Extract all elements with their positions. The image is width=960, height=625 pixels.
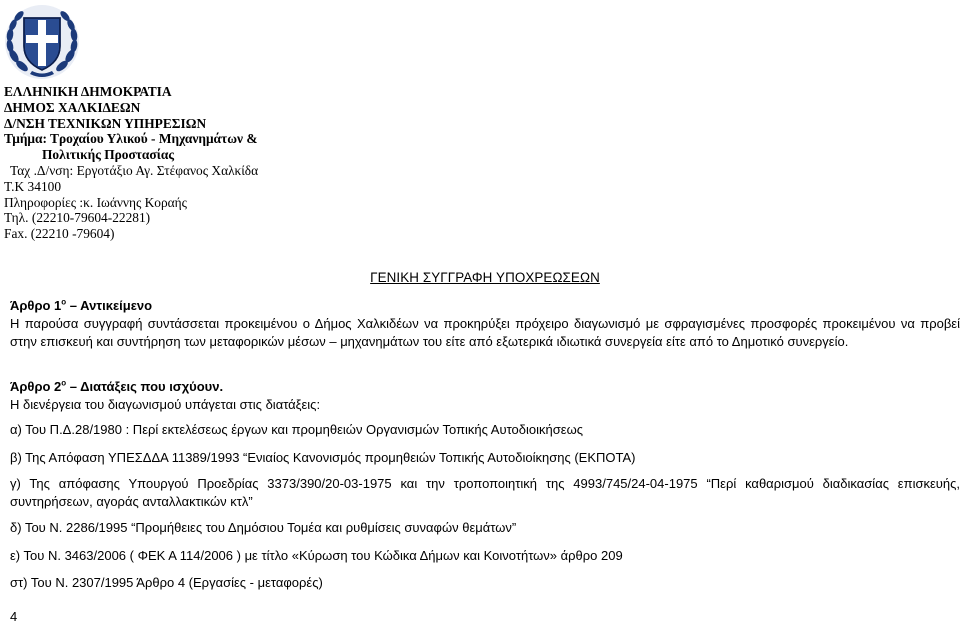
article-1-heading: Άρθρο $1^o$ – Αντικείμενο bbox=[10, 297, 153, 313]
department-line-2: Πολιτικής Προστασίας bbox=[42, 147, 174, 163]
republic-name: ΕΛΛΗΝΙΚΗ ΔΗΜΟΚΡΑΤΙΑ bbox=[4, 84, 172, 99]
provision-item-c: γ) Της απόφασης Υπουργού Προεδρίας 3373/390/20-03-1975 και την τροποποιητική της 4993/745/24-04-1975 “Περί καθαρισμού διαδικασίας επισκευής, συντηρήσεων, αγοράς ανταλλακτικών κτλ” bbox=[10, 476, 960, 509]
article-2 bbox=[10, 378, 960, 414]
provision-item-a: α) Του Π.Δ.28/1980 : Περί εκτελέσεως έργων και προμηθειών Οργανισμών Τοπικής Αυτοδιοικήσεως bbox=[10, 422, 583, 437]
directorate-name: Δ/ΝΣΗ ΤΕΧΝΙΚΩΝ ΥΠΗΡΕΣΙΩΝ bbox=[4, 115, 207, 131]
contact-person: Πληροφορίες :κ. Ιωάννης Κοραής bbox=[4, 194, 187, 210]
phone-number: Τηλ. (22210-79604-22281) bbox=[4, 210, 151, 226]
page-number: 4 bbox=[10, 609, 18, 624]
document-title: ΓΕΝΙΚΗ ΣΥΓΓΡΑΦΗ ΥΠΟΧΡΕΩΣΕΩΝ bbox=[370, 270, 600, 285]
department-line-1: Τμήμα: Τροχαίου Υλικού - Μηχανημάτων & bbox=[4, 131, 258, 147]
article-2-intro: Η διενέργεια του διαγωνισμού υπάγεται στις διατάξεις: bbox=[10, 397, 321, 412]
fax-number: Fax. (22210 -79604) bbox=[4, 226, 115, 242]
municipality-name: ΔΗΜΟΣ ΧΑΛΚΙΔΕΩΝ bbox=[4, 99, 141, 115]
postal-address: Ταχ .Δ/νση: Εργοτάξιο Αγ. Στέφανος Χαλκίδα bbox=[10, 162, 259, 178]
article-2-heading: Άρθρο $2^o$ – Διατάξεις που ισχύουν. bbox=[10, 378, 224, 394]
article-1-text: Η παρούσα συγγραφή συντάσσεται προκειμένου ο Δήμος Χαλκιδέων να προκηρύξει πρόχειρο διαγωνισμό με σφραγισμένες προσφορές προκειμένου να προβεί στην επισκευή και συντήρηση των μεταφορικών μέσων – μηχανημάτων του είτε από εξωτερικά ιδιωτικά συνεργεία είτε από το Δημοτικό συνεργείο. bbox=[10, 316, 960, 349]
provision-item-d: δ) Του Ν. 2286/1995 “Προμήθειες του Δημόσιου Τομέα και ρυθμίσεις συναφών θεμάτων” bbox=[10, 520, 517, 535]
provision-item-f: στ) Του Ν. 2307/1995 Άρθρο 4 (Εργασίες - μεταφορές) bbox=[10, 575, 323, 590]
provision-item-b: β) Της Απόφαση ΥΠΕΣΔΔΑ 11389/1993 “Ενιαίος Κανονισμός προμηθειών Τοπικής Αυτοδιοίκησης (ΕΚΠΟΤΑ) bbox=[10, 450, 636, 465]
article-1 bbox=[10, 297, 960, 351]
provision-item-e: ε) Του Ν. 3463/2006 ( ΦΕΚ Α 114/2006 ) με τίτλο «Κύρωση του Κώδικα Δήμων και Κοινοτήτων» άρθρο 209 bbox=[10, 548, 623, 563]
issuer-header bbox=[4, 84, 258, 242]
greek-emblem-icon bbox=[2, 2, 82, 82]
postal-code: Τ.Κ 34100 bbox=[4, 178, 62, 194]
